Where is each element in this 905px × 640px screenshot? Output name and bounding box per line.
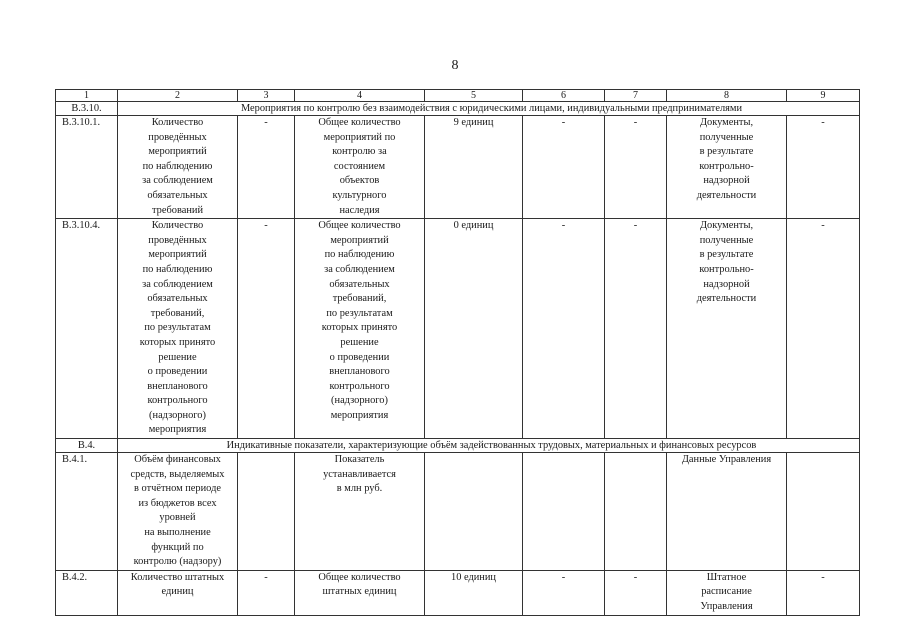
indicator-description: Общее количество мероприятий по наблюдению за соблюдением обязательных требований, по результатам которых принято решение о проведении внепланового контрольного (надзорного) мероприятия <box>318 220 401 421</box>
section-code: В.3.10. <box>56 102 118 116</box>
indicator-value-cell <box>425 219 523 439</box>
data-source: Документы, полученные в результате контрольно- надзорной деятельности <box>696 117 757 201</box>
table-row <box>56 570 860 615</box>
column-6-value: - <box>561 117 566 128</box>
column-6-cell <box>523 116 605 219</box>
row-id-cell <box>56 116 118 219</box>
column-9-cell <box>787 219 860 439</box>
row-id-cell <box>56 570 118 615</box>
column-9-value: - <box>821 117 825 128</box>
column-header: 8 <box>667 90 787 102</box>
column-header: 5 <box>425 90 523 102</box>
indicator-value-cell <box>425 453 523 571</box>
page-number: 8 <box>451 58 459 73</box>
column-header: 3 <box>238 90 295 102</box>
column-9-cell <box>787 453 860 571</box>
data-source: Данные Управления <box>681 454 772 466</box>
column-3-cell <box>238 570 295 615</box>
indicator-name: Объём финансовых средств, выделяемых в отчётном периоде из бюджетов всех уровней на выполнение функций по контролю (надзору) <box>130 454 225 568</box>
column-7-value: - <box>633 220 638 232</box>
column-header: 4 <box>295 90 425 102</box>
row-id-cell <box>56 453 118 571</box>
column-header: 9 <box>787 90 860 102</box>
indicator-name: Количество проведённых мероприятий по наблюдению за соблюдением обязательных требований <box>142 117 213 216</box>
indicator-value-cell <box>425 570 523 615</box>
indicator-value: 10 единиц <box>451 571 496 583</box>
column-3-cell <box>238 219 295 439</box>
section-title: Индикативные показатели, характеризующие объём задействованных трудовых, материальных и финансовых ресурсов <box>118 439 860 453</box>
column-header-row <box>56 90 860 102</box>
row-id: В.4.1. <box>62 454 88 466</box>
section-row-b310 <box>56 102 860 116</box>
data-source-cell <box>667 219 787 439</box>
indicator-value: 0 единиц <box>453 220 494 232</box>
column-7-value: - <box>633 117 638 128</box>
column-9-value: - <box>821 571 825 583</box>
indicator-description-cell <box>295 116 425 219</box>
column-6-cell <box>523 219 605 439</box>
column-6-value: - <box>561 220 566 232</box>
indicator-description-cell <box>295 219 425 439</box>
section-row-b4 <box>56 439 860 453</box>
row-id: В.4.2. <box>62 571 88 583</box>
section-title: Мероприятия по контролю без взаимодействия с юридическими лицами, индивидуальными предпринимателями <box>118 102 860 116</box>
column-3-value: - <box>264 571 268 583</box>
indicator-description: Показатель устанавливается в млн руб. <box>323 454 396 495</box>
data-source: Документы, полученные в результате контрольно- надзорной деятельности <box>696 220 757 305</box>
column-9-cell <box>787 570 860 615</box>
column-7-cell <box>605 116 667 219</box>
column-7-value: - <box>633 571 638 583</box>
column-header: 1 <box>56 90 118 102</box>
indicator-value: 9 единиц <box>453 117 494 128</box>
row-id-cell <box>56 219 118 439</box>
column-7-cell <box>605 570 667 615</box>
indicator-name-cell <box>118 453 238 571</box>
column-header: 6 <box>523 90 605 102</box>
column-7-cell <box>605 219 667 439</box>
data-source-cell <box>667 453 787 571</box>
column-9-value: - <box>821 220 825 232</box>
indicator-name: Количество штатных единиц <box>130 571 225 598</box>
table-row <box>56 453 860 571</box>
table-row <box>56 219 860 439</box>
data-source-cell <box>667 570 787 615</box>
row-id: В.3.10.1. <box>62 117 101 128</box>
column-header: 2 <box>118 90 238 102</box>
column-header: 7 <box>605 90 667 102</box>
indicator-name-cell <box>118 219 238 439</box>
indicator-name-cell <box>118 570 238 615</box>
column-3-value: - <box>264 220 268 232</box>
indicator-name: Количество проведённых мероприятий по наблюдению за соблюдением обязательных требований, по результатам которых принято решение о проведении внепланового контрольного (надзорного) мероприятия <box>139 220 216 436</box>
indicator-description: Общее количество штатных единиц <box>318 571 401 598</box>
table-row <box>56 116 860 219</box>
indicator-value-cell <box>425 116 523 219</box>
data-source: Штатное расписание Управления <box>700 571 753 612</box>
column-3-cell <box>238 453 295 571</box>
indicator-table <box>55 89 860 616</box>
column-7-cell <box>605 453 667 571</box>
indicator-name-cell <box>118 116 238 219</box>
column-6-cell <box>523 570 605 615</box>
column-9-cell <box>787 116 860 219</box>
indicator-description: Общее количество мероприятий по контролю за состоянием объектов культурного наследия <box>318 117 401 216</box>
column-3-value: - <box>264 117 268 128</box>
indicator-description-cell <box>295 570 425 615</box>
section-code: В.4. <box>56 439 118 453</box>
column-6-value: - <box>561 571 566 583</box>
indicator-description-cell <box>295 453 425 571</box>
column-3-cell <box>238 116 295 219</box>
column-6-cell <box>523 453 605 571</box>
row-id: В.3.10.4. <box>62 220 101 232</box>
data-source-cell <box>667 116 787 219</box>
